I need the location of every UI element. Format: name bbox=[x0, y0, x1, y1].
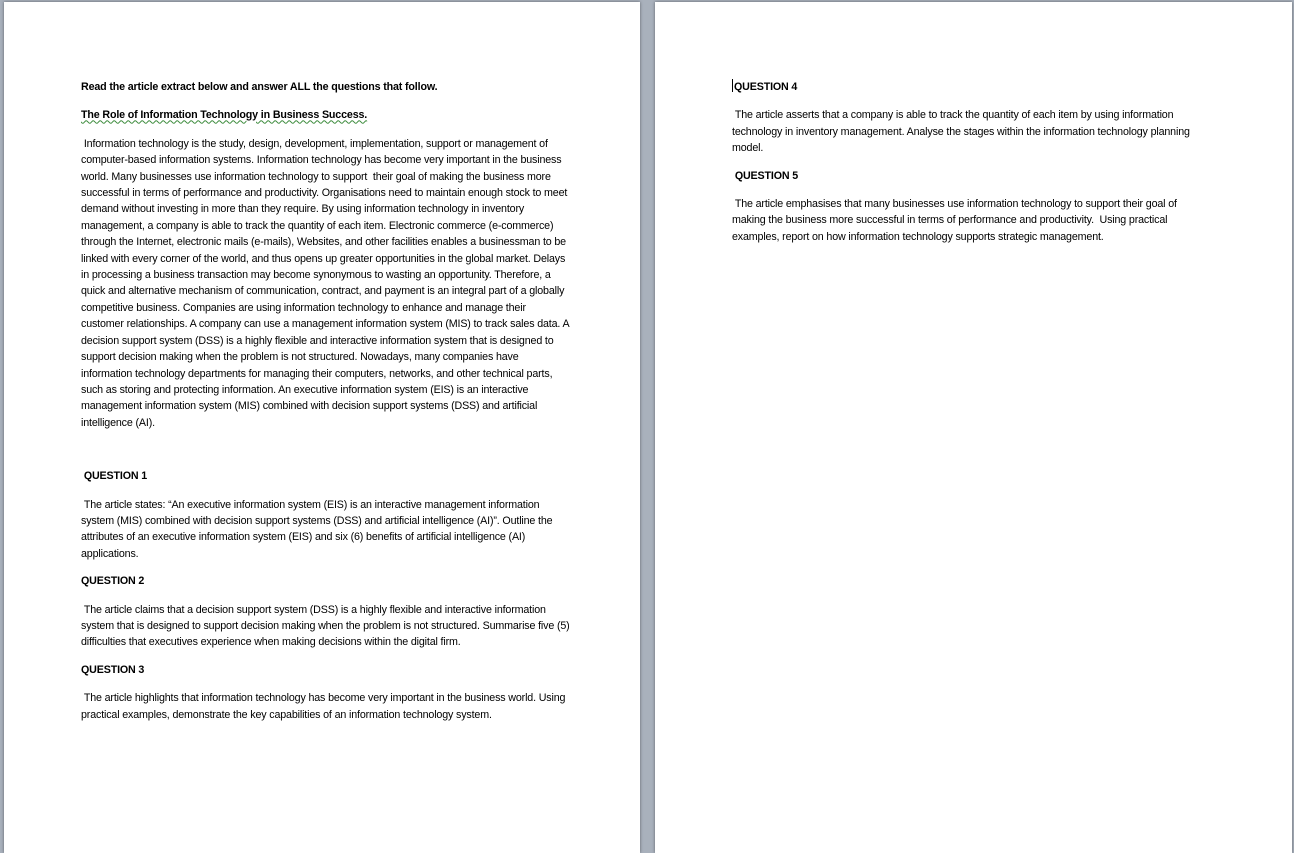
question-1-text: The article states: “An executive information system (EIS) is an interactive management information system (MIS) combined with decision support systems (DSS) and artificial intelligence (AI)”. Outline the attributes of an executive information system (EIS) and six (6) benefits of artificial intelligence (AI) applications. bbox=[81, 498, 556, 560]
question-5-text: The article emphasises that many businesses use information technology to support their goal of making the business more successful in terms of performance and productivity. Using practical examples, report on how information technology supports strategic management. bbox=[732, 198, 1180, 243]
instructions-text: Read the article extract below and answer ALL the questions that follow. bbox=[81, 81, 438, 93]
article-title: The Role of Information Technology in Business Success. bbox=[81, 109, 368, 122]
question-2-text: The article claims that a decision support system (DSS) is a highly flexible and interactive information system that is designed to support decision making when the problem is not structured. Summarise five (5) difficulties that executives experience when making decisions within the digital firm. bbox=[81, 603, 573, 649]
page-1-content bbox=[81, 79, 571, 723]
question-1-heading: QUESTION 1 bbox=[81, 470, 148, 483]
document-page-2[interactable] bbox=[655, 2, 1292, 853]
article-body: Information technology is the study, design, development, implementation, support or management of computer-based information systems. Information technology has become very important in the business world. Many businesses use information technology to support their goal of making the business more successful in terms of performance and productivity. Organisations need to maintain enough stock to meet demand without investing in more than they require. By using information technology in inventory management, a company is able to track the quantity of each item. Electronic commerce (e-commerce) through the Internet, electronic mails (e-mails), Websites, and other facilities enables a businessman to be linked with every corner of the world, and thus opens up greater opportunities in the global market. Delays in processing a business transaction may become synonymous to wasting an opportunity. Therefore, a quick and alternative mechanism of communication, contract, and payment is an integral part of a globally competitive business. Companies are using information technology to enhance and manage their customer relationships. A company can use a management information system (MIS) to track sales data. A decision support system (DSS) is a highly flexible and interactive information system that is designed to support decision making when the problem is not structured. Nowadays, many companies have information technology departments for managing their computers, networks, and other technical parts, such as storing and protecting information. An executive information system (EIS) is an interactive management information system (MIS) combined with decision support systems (DSS) and artificial intelligence (AI). bbox=[81, 137, 572, 429]
question-4-heading: QUESTION 4 bbox=[734, 81, 798, 93]
question-3-heading: QUESTION 3 bbox=[81, 663, 145, 676]
question-4-text: The article asserts that a company is able to track the quantity of each item by using information technology in inventory management. Analyse the stages within the information technology planning model. bbox=[732, 109, 1193, 155]
question-3-text: The article highlights that information technology has become very important in the business world. Using practical examples, demonstrate the key capabilities of an information technology system. bbox=[81, 692, 569, 721]
question-2-heading: QUESTION 2 bbox=[81, 575, 145, 588]
page-2-content bbox=[732, 79, 1204, 245]
document-page-1[interactable] bbox=[4, 2, 640, 853]
question-4-heading-line bbox=[732, 79, 1204, 95]
question-5-heading: QUESTION 5 bbox=[732, 169, 799, 182]
text-cursor bbox=[732, 79, 733, 92]
